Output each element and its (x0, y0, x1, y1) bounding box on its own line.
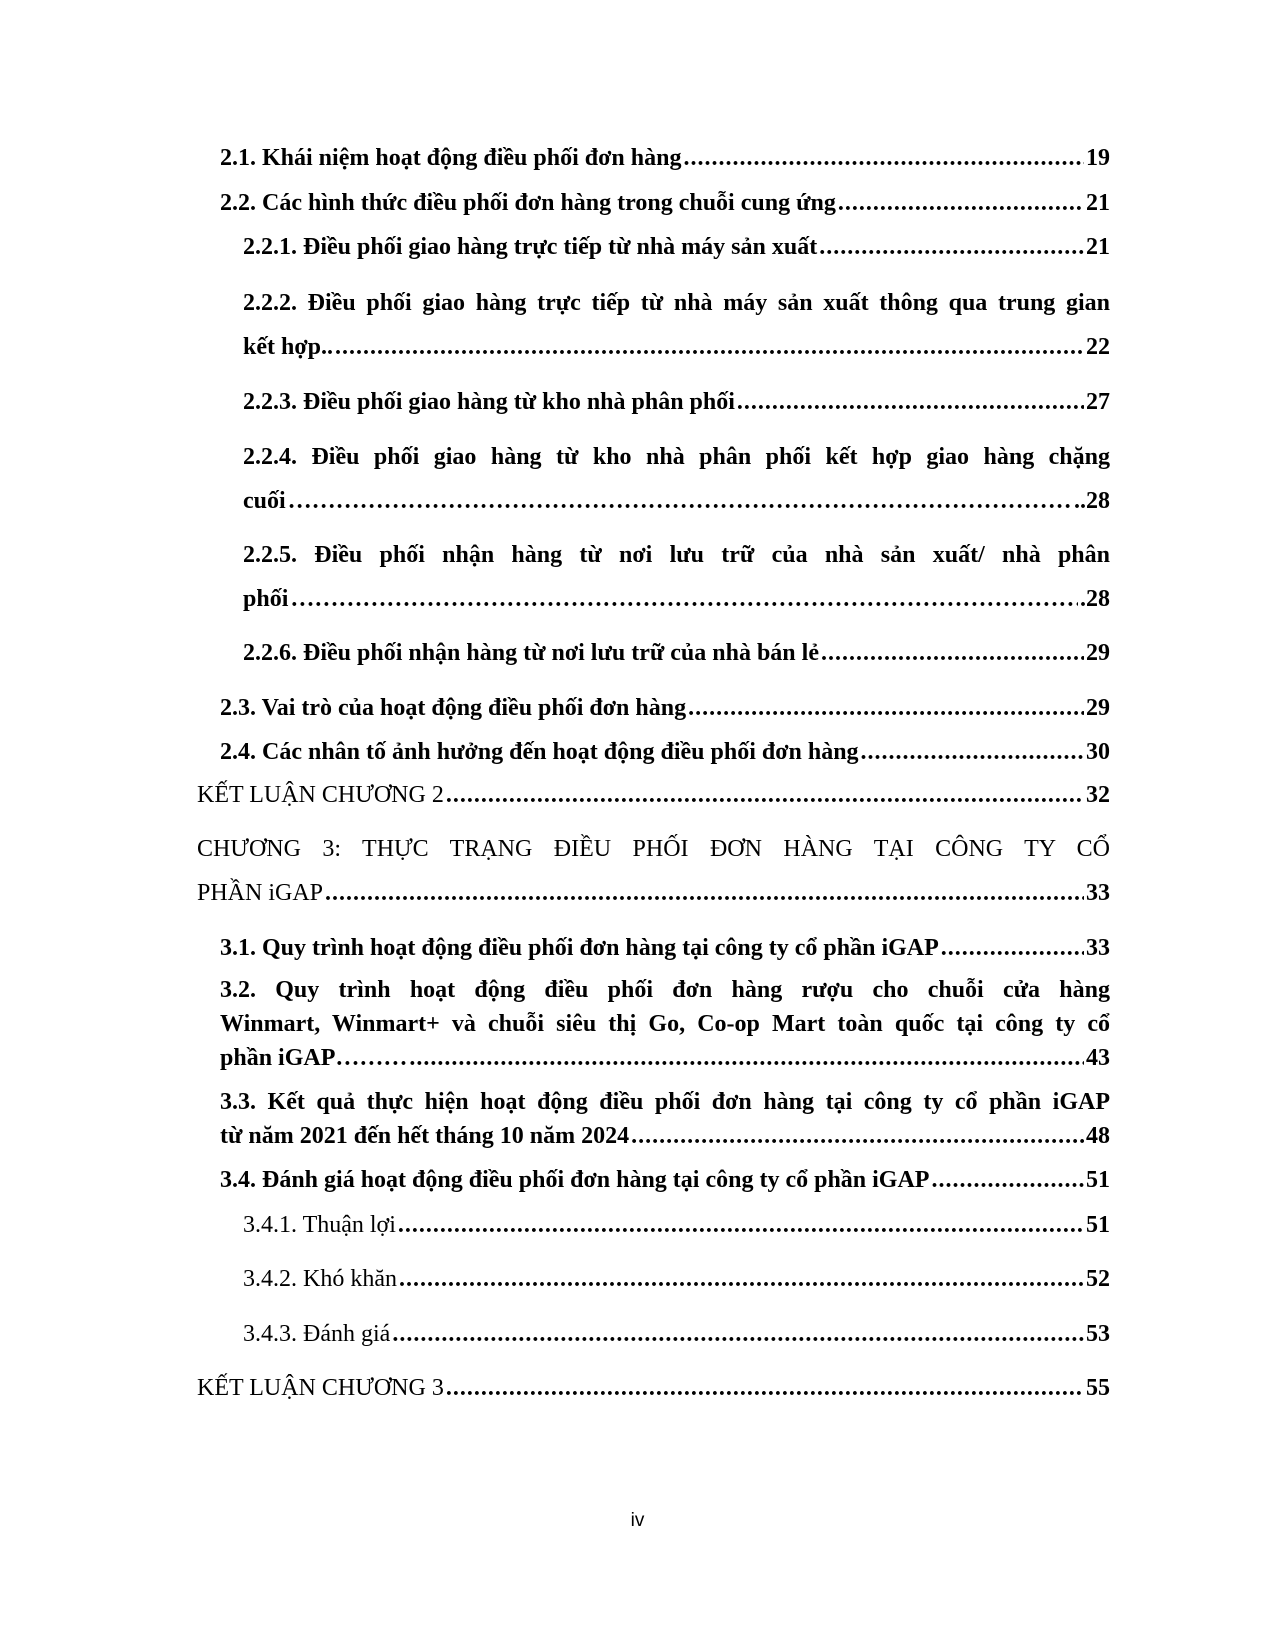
toc-entry-title: 2.1. Khái niệm hoạt động điều phối đơn hàng (220, 145, 682, 171)
leader-dots (941, 926, 1084, 970)
toc-page-number: 21 (1086, 190, 1110, 216)
toc-page-number: 21 (1086, 234, 1110, 260)
toc-page-number: .28 (1080, 586, 1110, 612)
toc-entry-title: KẾT LUẬN CHƯƠNG 3 (197, 1375, 444, 1401)
toc-entry[interactable] (220, 730, 1110, 774)
leader-dots (819, 225, 1084, 269)
leader-dots (838, 181, 1084, 225)
leader-dots (931, 1158, 1084, 1202)
toc-page-number: 51 (1086, 1212, 1110, 1238)
toc-page-number: 30 (1086, 739, 1110, 765)
leader-dots (398, 1203, 1084, 1247)
toc-entry-title: 3.4. Đánh giá hoạt động điều phối đơn hàng tại công ty cổ phần iGAP (220, 1167, 930, 1193)
toc-page-number: 53 (1086, 1321, 1110, 1347)
toc-entry-title: từ năm 2021 đến hết tháng 10 năm 2024 (220, 1123, 630, 1149)
toc-entry[interactable] (220, 926, 1110, 970)
toc-entry[interactable] (220, 1036, 1110, 1080)
toc-page-number: 27 (1086, 389, 1110, 415)
toc-page-number: 51 (1086, 1167, 1110, 1193)
leader-dots (392, 1312, 1084, 1356)
toc-entry-title-line[interactable]: 3.3. Kết quả thực hiện hoạt động điều phối đơn hàng tại công ty cổ phần iGAP (220, 1089, 1110, 1115)
toc-entry[interactable] (220, 136, 1110, 180)
toc-entry-title: kết hợp.. (243, 334, 333, 360)
leader-dots (288, 479, 1072, 523)
toc-entry[interactable] (243, 1312, 1110, 1356)
toc-entry-title: 3.4.3. Đánh giá (243, 1321, 391, 1347)
toc-page-number: 33 (1086, 880, 1110, 906)
toc-entry[interactable] (220, 1114, 1110, 1158)
toc-entry[interactable] (243, 1257, 1110, 1301)
toc-entry[interactable] (243, 479, 1110, 523)
toc-entry[interactable] (243, 577, 1110, 621)
toc-page-number: 33 (1086, 935, 1110, 961)
toc-entry-title: 2.2. Các hình thức điều phối đơn hàng trong chuỗi cung ứng (220, 190, 836, 216)
toc-page-number: 48 (1086, 1123, 1110, 1149)
toc-page-number: 29 (1086, 640, 1110, 666)
toc-entry-title-line[interactable]: Winmart, Winmart+ và chuỗi siêu thị Go, Co-op Mart toàn quốc tại công ty cổ (220, 1011, 1110, 1037)
toc-entry-title: cuối (243, 488, 286, 514)
leader-dots (325, 871, 1084, 915)
toc-page-number: 29 (1086, 695, 1110, 721)
toc-entry[interactable] (243, 380, 1110, 424)
toc-entry[interactable] (243, 325, 1110, 369)
leader-dots (737, 380, 1084, 424)
toc-entry[interactable] (243, 631, 1110, 675)
toc-entry-title-line[interactable]: 2.2.5. Điều phối nhận hàng từ nơi lưu trữ của nhà sản xuất/ nhà phân (243, 542, 1110, 568)
toc-entry-title: 2.4. Các nhân tố ảnh hưởng đến hoạt động điều phối đơn hàng (220, 739, 859, 765)
toc-entry-title: 2.2.1. Điều phối giao hàng trực tiếp từ nhà máy sản xuất (243, 234, 818, 260)
toc-entry-title: PHẦN iGAP (197, 880, 324, 906)
toc-page-number: 19 (1086, 145, 1110, 171)
toc-entry-title: 2.3. Vai trò của hoạt động điều phối đơn hàng (220, 695, 687, 721)
leader-dots (821, 631, 1084, 675)
toc-entry-title: phần iGAP……… (220, 1045, 408, 1071)
toc-page-number: ..28 (1074, 488, 1110, 514)
toc-page-number: 32 (1086, 782, 1110, 808)
leader-dots (683, 136, 1084, 180)
leader-dots (861, 730, 1084, 774)
toc-page-number: 55 (1086, 1375, 1110, 1401)
leader-dots (399, 1257, 1084, 1301)
toc-entry-title: KẾT LUẬN CHƯƠNG 2 (197, 782, 444, 808)
leader-dots (409, 1036, 1084, 1080)
leader-dots (446, 773, 1084, 817)
toc-entry-title: 2.2.3. Điều phối giao hàng từ kho nhà phân phối (243, 389, 735, 415)
toc-entry-title-line[interactable]: 3.2. Quy trình hoạt động điều phối đơn hàng rượu cho chuỗi cửa hàng (220, 977, 1110, 1003)
toc-entry-title: 3.4.2. Khó khăn (243, 1266, 397, 1292)
toc-page-number: 52 (1086, 1266, 1110, 1292)
toc-entry[interactable] (197, 1366, 1110, 1410)
toc-entry[interactable] (243, 225, 1110, 269)
page-number: iv (630, 1510, 645, 1531)
leader-dots (446, 1366, 1084, 1410)
leader-dots (290, 577, 1078, 621)
leader-dots (335, 325, 1084, 369)
toc-entry-title: phối (243, 586, 289, 612)
toc-page-number: 43 (1086, 1045, 1110, 1071)
toc-entry[interactable] (197, 773, 1110, 817)
toc-entry-title: 2.2.6. Điều phối nhận hàng từ nơi lưu trữ của nhà bán lẻ (243, 640, 819, 666)
toc-entry-title: 3.1. Quy trình hoạt động điều phối đơn hàng tại công ty cổ phần iGAP (220, 935, 939, 961)
leader-dots (688, 686, 1084, 730)
leader-dots (631, 1114, 1084, 1158)
toc-entry-title-line[interactable]: CHƯƠNG 3: THỰC TRẠNG ĐIỀU PHỐI ĐƠN HÀNG TẠI CÔNG TY CỔ (197, 836, 1110, 862)
toc-entry-title-line[interactable]: 2.2.2. Điều phối giao hàng trực tiếp từ nhà máy sản xuất thông qua trung gian (243, 290, 1110, 316)
toc-entry[interactable] (197, 871, 1110, 915)
toc-entry[interactable] (220, 686, 1110, 730)
toc-entry[interactable] (243, 1203, 1110, 1247)
toc-entry-title-line[interactable]: 2.2.4. Điều phối giao hàng từ kho nhà phân phối kết hợp giao hàng chặng (243, 444, 1110, 470)
toc-entry[interactable] (220, 1158, 1110, 1202)
toc-page-number: 22 (1086, 334, 1110, 360)
toc-entry[interactable] (220, 181, 1110, 225)
toc-entry-title: 3.4.1. Thuận lợi (243, 1212, 396, 1238)
